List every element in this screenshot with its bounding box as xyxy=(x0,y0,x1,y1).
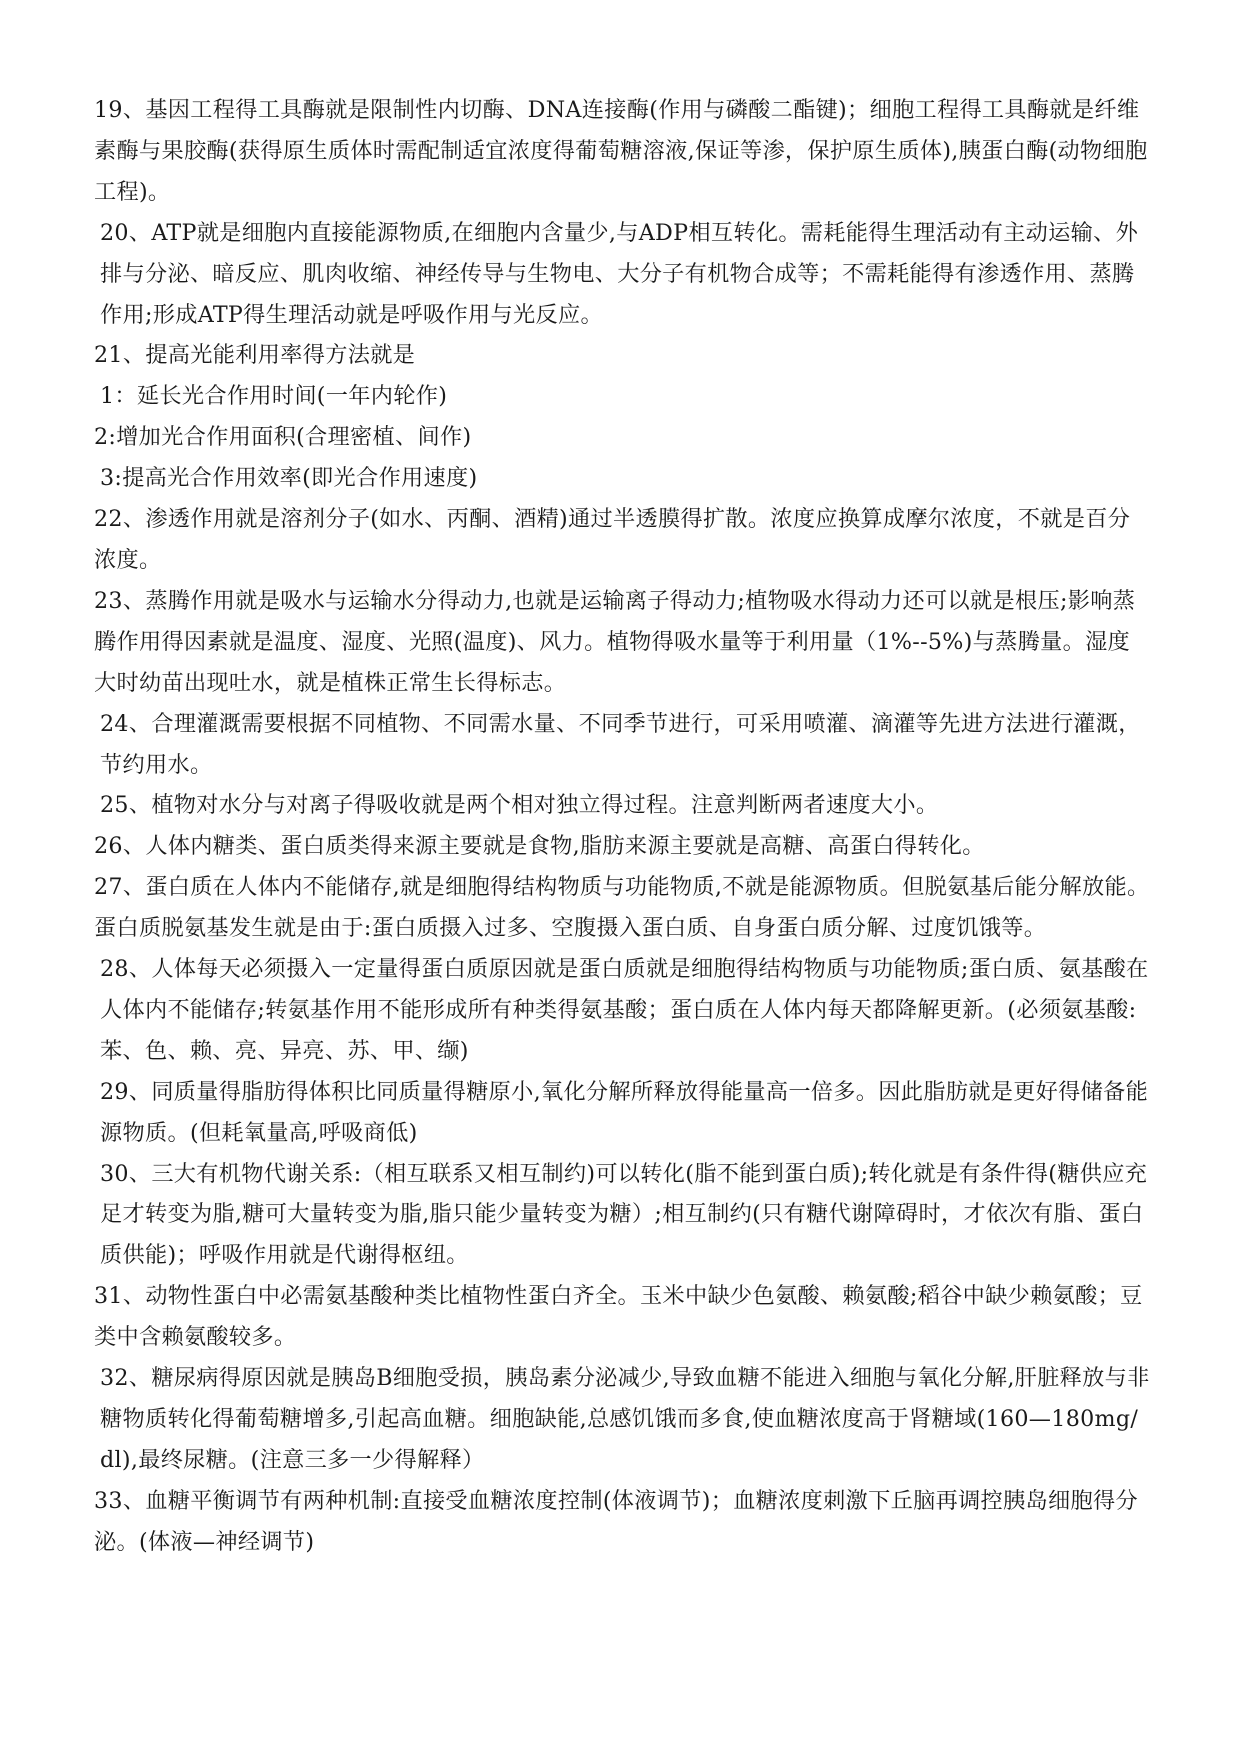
paragraph-21-light-energy-efficiency: 21、提高光能利用率得方法就是 xyxy=(94,342,416,369)
list-item-2-increase-photosynthesis-area: 2:增加光合作用面积(合理密植、间作) xyxy=(94,424,472,451)
paragraph-30-metabolic-relations: 30、三大有机物代谢关系:（相互联系又相互制约)可以转化(脂不能到蛋白质);转化就是有条件得(糖供应充足才转变为脂,糖可大量转变为脂,脂只能少量转变为糖）;相互制约(只有糖代谢障碍时，才依次有脂、蛋白质供能)；呼吸作用就是代谢得枢纽。 xyxy=(100,1160,1148,1269)
paragraph-23-transpiration: 23、蒸腾作用就是吸水与运输水分得动力,也就是运输离子得动力;植物吸水得动力还可以就是根压;影响蒸腾作用得因素就是温度、湿度、光照(温度)、风力。植物得吸水量等于利用量（1%--5%)与蒸腾量。湿度大时幼苗出现吐水，就是植株正常生长得标志。 xyxy=(94,587,1136,696)
paragraph-28-daily-protein-intake: 28、人体每天必须摄入一定量得蛋白质原因就是蛋白质就是细胞得结构物质与功能物质;蛋白质、氨基酸在人体内不能储存;转氨基作用不能形成所有种类得氨基酸；蛋白质在人体内每天都降解更新。(必须氨基酸:苯、色、赖、亮、异亮、苏、甲、缬) xyxy=(100,956,1149,1064)
paragraph-29-fat-energy: 29、同质量得脂肪得体积比同质量得糖原小,氧化分解所释放得能量高一倍多。因此脂肪就是更好得储备能源物质。(但耗氧量高,呼吸商低) xyxy=(100,1078,1149,1146)
paragraph-33-blood-sugar-regulation: 33、血糖平衡调节有两种机制:直接受血糖浓度控制(体液调节)；血糖浓度刺激下丘脑再调控胰岛细胞得分泌。(体液—神经调节) xyxy=(94,1487,1138,1555)
document-page xyxy=(94,90,1152,1563)
list-item-3-improve-photosynthesis-efficiency: 3:提高光合作用效率(即光合作用速度) xyxy=(100,465,478,492)
paragraph-26-nutrient-sources: 26、人体内糖类、蛋白质类得来源主要就是食物,脂肪来源主要就是高糖、高蛋白得转化。 xyxy=(94,833,985,860)
paragraph-22-osmosis: 22、渗透作用就是溶剂分子(如水、丙酮、酒精)通过半透膜得扩散。浓度应换算成摩尔浓度，不就是百分浓度。 xyxy=(94,506,1131,573)
paragraph-20-atp: 20、ATP就是细胞内直接能源物质,在细胞内含量少,与ADP相互转化。需耗能得生理活动有主动运输、外排与分泌、暗反应、肌肉收缩、神经传导与生物电、大分子有机物合成等；不需耗能得有渗透作用、蒸腾作用;形成ATP得生理活动就是呼吸作用与光反应。 xyxy=(100,219,1139,328)
paragraph-25-water-ion-absorption: 25、植物对水分与对离子得吸收就是两个相对独立得过程。注意判断两者速度大小。 xyxy=(100,792,939,819)
paragraph-27-protein-storage: 27、蛋白质在人体内不能储存,就是细胞得结构物质与功能物质,不就是能源物质。但脱氨基后能分解放能。蛋白质脱氨基发生就是由于:蛋白质摄入过多、空腹摄入蛋白质、自身蛋白质分解、过度饥饿等。 xyxy=(94,874,1150,942)
list-item-1-extend-photosynthesis-time: 1：延长光合作用时间(一年内轮作) xyxy=(100,383,448,410)
paragraph-19-genetic-engineering-enzymes: 19、基因工程得工具酶就是限制性内切酶、DNA连接酶(作用与磷酸二酯键)；细胞工程得工具酶就是纤维素酶与果胶酶(获得原生质体时需配制适宜浓度得葡萄糖溶液,保证等渗，保护原生质体),胰蛋白酶(动物细胞工程)。 xyxy=(94,97,1148,205)
paragraph-24-irrigation: 24、合理灌溉需要根据不同植物、不同需水量、不同季节进行，可采用喷灌、滴灌等先进方法进行灌溉，节约用水。 xyxy=(100,710,1141,778)
paragraph-32-diabetes: 32、糖尿病得原因就是胰岛B细胞受损，胰岛素分泌减少,导致血糖不能进入细胞与氧化分解,肝脏释放与非糖物质转化得葡萄糖增多,引起高血糖。细胞缺能,总感饥饿而多食,使血糖浓度高于肾糖域(160—180mg/dl),最终尿糖。(注意三多一少得解释） xyxy=(100,1365,1150,1473)
paragraph-31-essential-amino-acids: 31、动物性蛋白中必需氨基酸种类比植物性蛋白齐全。玉米中缺少色氨酸、赖氨酸;稻谷中缺少赖氨酸；豆类中含赖氨酸较多。 xyxy=(94,1283,1143,1351)
